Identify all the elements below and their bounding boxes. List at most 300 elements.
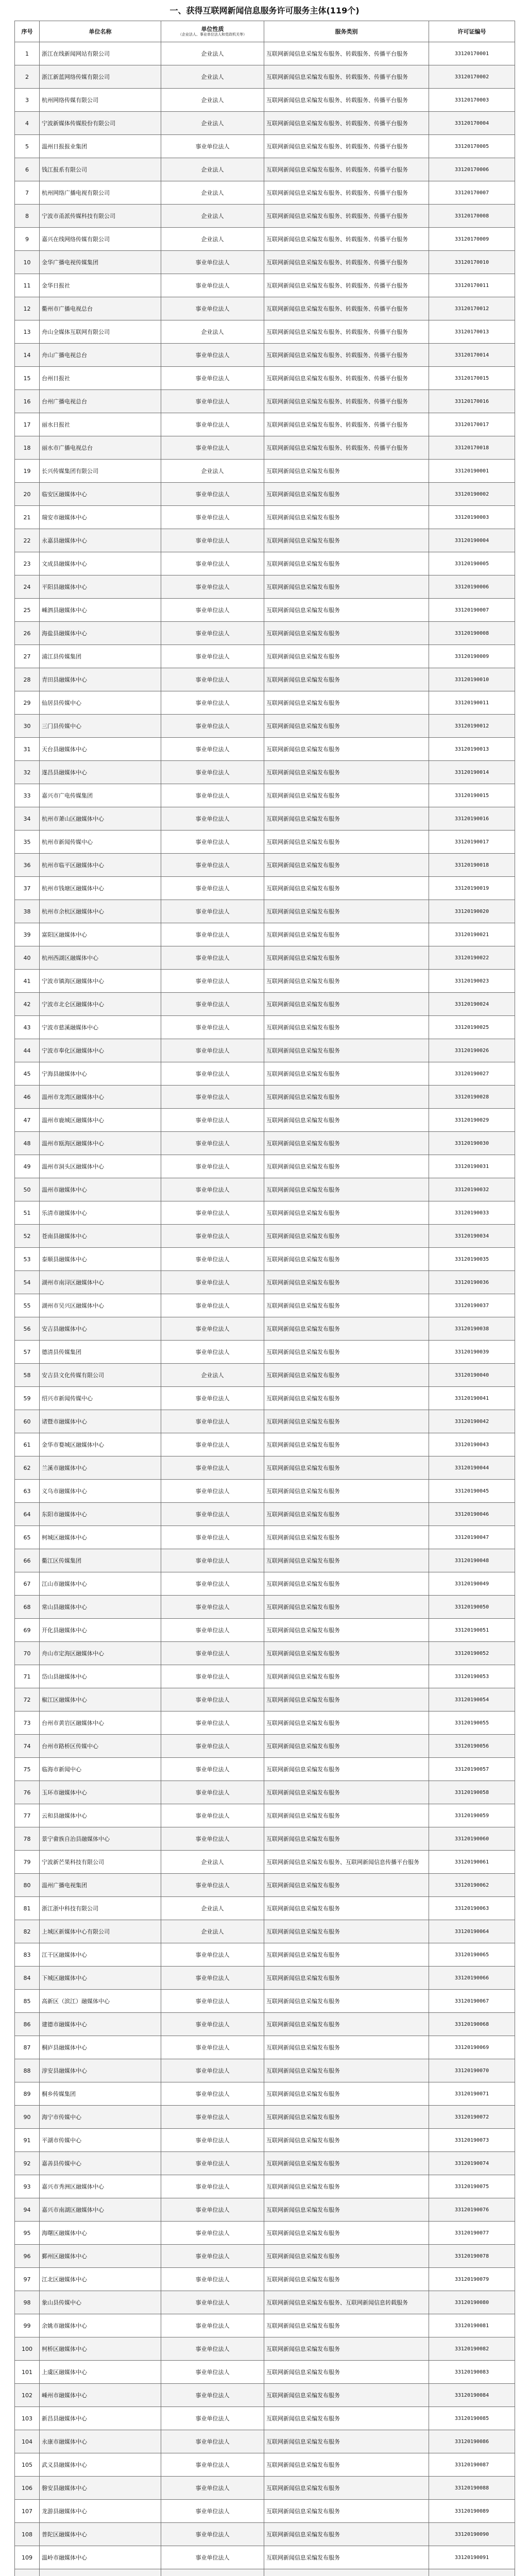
cell-license: 33120190059 bbox=[429, 1804, 515, 1827]
cell-nature: 事业单位法人 bbox=[161, 1132, 264, 1155]
cell-name: 台州市路桥区传媒中心 bbox=[40, 1735, 161, 1758]
cell-license: 33120170006 bbox=[429, 158, 515, 181]
cell-no: 92 bbox=[15, 2152, 40, 2175]
cell-service: 互联网新闻信息采编发布服务 bbox=[264, 529, 429, 552]
cell-no: 4 bbox=[15, 112, 40, 135]
table-row bbox=[15, 2500, 515, 2523]
cell-service: 互联网新闻信息采编发布服务 bbox=[264, 2268, 429, 2291]
cell-name: 钱江报系有限公司 bbox=[40, 158, 161, 181]
table-row bbox=[15, 1294, 515, 1317]
cell-name: 杭州西湖区融媒体中心 bbox=[40, 946, 161, 970]
cell-name: 仙居县传媒中心 bbox=[40, 691, 161, 715]
cell-nature: 事业单位法人 bbox=[161, 1039, 264, 1062]
table-row bbox=[15, 2106, 515, 2129]
cell-license: 33120190048 bbox=[429, 1549, 515, 1572]
cell-no: 77 bbox=[15, 1804, 40, 1827]
cell-name: 温州市鹿城区融媒体中心 bbox=[40, 1109, 161, 1132]
cell-name: 余姚市融媒体中心 bbox=[40, 2314, 161, 2337]
cell-no: 104 bbox=[15, 2430, 40, 2453]
table-row bbox=[15, 344, 515, 367]
cell-name: 杭州市钱塘区融媒体中心 bbox=[40, 877, 161, 900]
cell-service: 互联网新闻信息采编发布服务 bbox=[264, 622, 429, 645]
cell-name: 宁波市镇海区融媒体中心 bbox=[40, 970, 161, 993]
cell-license: 33120170009 bbox=[429, 228, 515, 251]
cell-license: 33120190030 bbox=[429, 1132, 515, 1155]
cell-name: 温州市瓯海区融媒体中心 bbox=[40, 1132, 161, 1155]
cell-name: 瑞安市融媒体中心 bbox=[40, 506, 161, 529]
table-row bbox=[15, 1526, 515, 1549]
cell-name: 温州市洞头区融媒体中心 bbox=[40, 1155, 161, 1178]
table-row bbox=[15, 1827, 515, 1851]
cell-no: 24 bbox=[15, 575, 40, 599]
table-row bbox=[15, 668, 515, 691]
cell-no: 100 bbox=[15, 2337, 40, 2361]
cell-license: 33120190051 bbox=[429, 1619, 515, 1642]
cell-no: 8 bbox=[15, 205, 40, 228]
cell-nature: 事业单位法人 bbox=[161, 1480, 264, 1503]
cell-name: 临海市新闻中心 bbox=[40, 1758, 161, 1781]
cell-license: 33120190014 bbox=[429, 761, 515, 784]
cell-nature: 事业单位法人 bbox=[161, 1294, 264, 1317]
table-row bbox=[15, 181, 515, 205]
cell-license: 33120170015 bbox=[429, 367, 515, 390]
cell-nature: 事业单位法人 bbox=[161, 344, 264, 367]
cell-name: 嘉善县传媒中心 bbox=[40, 2152, 161, 2175]
cell-nature: 事业单位法人 bbox=[161, 529, 264, 552]
cell-no: 31 bbox=[15, 738, 40, 761]
cell-name: 嘉兴市广电传媒集团 bbox=[40, 784, 161, 807]
table-row bbox=[15, 807, 515, 831]
cell-name: 苍南县融媒体中心 bbox=[40, 1225, 161, 1248]
table-row bbox=[15, 2477, 515, 2500]
cell-name: 泰顺县融媒体中心 bbox=[40, 1248, 161, 1271]
page-title: 一、获得互联网新闻信息服务许可服务主体(119个) bbox=[169, 6, 360, 15]
cell-service: 互联网新闻信息采编发布服务 bbox=[264, 1039, 429, 1062]
table-row bbox=[15, 65, 515, 89]
cell-service: 互联网新闻信息采编发布服务 bbox=[264, 877, 429, 900]
cell-license: 33120170003 bbox=[429, 89, 515, 112]
cell-license: 33120190056 bbox=[429, 1735, 515, 1758]
cell-name: 象山县传媒中心 bbox=[40, 2291, 161, 2314]
table-row bbox=[15, 112, 515, 135]
cell-service: 互联网新闻信息采编发布服务 bbox=[264, 807, 429, 831]
cell-service: 互联网新闻信息采编发布服务、转载服务、传播平台服务 bbox=[264, 112, 429, 135]
cell-no: 106 bbox=[15, 2477, 40, 2500]
cell-name: 浦江县传媒集团 bbox=[40, 645, 161, 668]
cell-service: 互联网新闻信息采编发布服务 bbox=[264, 1433, 429, 1456]
cell-service: 互联网新闻信息采编发布服务 bbox=[264, 2314, 429, 2337]
cell-license: 33120190013 bbox=[429, 738, 515, 761]
table-row bbox=[15, 2082, 515, 2106]
cell-name: 柯城区融媒体中心 bbox=[40, 1526, 161, 1549]
cell-nature: 事业单位法人 bbox=[161, 1665, 264, 1688]
cell-license: 33120170012 bbox=[429, 297, 515, 320]
cell-license: 33120190049 bbox=[429, 1572, 515, 1596]
cell-service: 互联网新闻信息采编发布服务 bbox=[264, 1317, 429, 1341]
cell-license: 33120190083 bbox=[429, 2361, 515, 2384]
table-row bbox=[15, 251, 515, 274]
cell-service: 互联网新闻信息采编发布服务 bbox=[264, 2500, 429, 2523]
cell-license: 33120190067 bbox=[429, 1990, 515, 2013]
cell-no: 5 bbox=[15, 135, 40, 158]
table-row bbox=[15, 1688, 515, 1711]
cell-name: 杭州市余杭区融媒体中心 bbox=[40, 900, 161, 923]
cell-license: 33120190032 bbox=[429, 1178, 515, 1201]
cell-service: 互联网新闻信息采编发布服务 bbox=[264, 2036, 429, 2059]
cell-nature: 事业单位法人 bbox=[161, 2477, 264, 2500]
cell-no: 97 bbox=[15, 2268, 40, 2291]
cell-license: 33120190053 bbox=[429, 1665, 515, 1688]
header-nature-label: 单位性质 bbox=[201, 26, 224, 32]
cell-name bbox=[40, 2569, 161, 2576]
table-row bbox=[15, 923, 515, 946]
cell-nature: 事业单位法人 bbox=[161, 552, 264, 575]
cell-license: 33120190062 bbox=[429, 1874, 515, 1897]
cell-service: 互联网新闻信息采编发布服务 bbox=[264, 1572, 429, 1596]
table-row bbox=[15, 2245, 515, 2268]
cell-no: 78 bbox=[15, 1827, 40, 1851]
cell-no: 73 bbox=[15, 1711, 40, 1735]
cell-service: 互联网新闻信息采编发布服务 bbox=[264, 1503, 429, 1526]
cell-service: 互联网新闻信息采编发布服务 bbox=[264, 1735, 429, 1758]
table-row bbox=[15, 2013, 515, 2036]
cell-nature: 企业法人 bbox=[161, 320, 264, 344]
cell-license: 33120170007 bbox=[429, 181, 515, 205]
cell-no: 81 bbox=[15, 1897, 40, 1920]
cell-service: 互联网新闻信息采编发布服务 bbox=[264, 1109, 429, 1132]
cell-license: 33120190076 bbox=[429, 2198, 515, 2222]
cell-nature: 事业单位法人 bbox=[161, 2245, 264, 2268]
cell-license: 33120190038 bbox=[429, 1317, 515, 1341]
cell-license: 33120190091 bbox=[429, 2546, 515, 2569]
cell-service: 互联网新闻信息采编发布服务 bbox=[264, 2546, 429, 2569]
cell-name: 东阳市融媒体中心 bbox=[40, 1503, 161, 1526]
cell-license: 33120170008 bbox=[429, 205, 515, 228]
table-body bbox=[15, 42, 515, 2576]
table-row bbox=[15, 599, 515, 622]
cell-nature: 企业法人 bbox=[161, 228, 264, 251]
cell-name: 舟山广播电视总台 bbox=[40, 344, 161, 367]
cell-service: 互联网新闻信息采编发布服务 bbox=[264, 1665, 429, 1688]
cell-name: 温州市龙湾区融媒体中心 bbox=[40, 1086, 161, 1109]
cell-no: 84 bbox=[15, 1967, 40, 1990]
cell-nature: 事业单位法人 bbox=[161, 1804, 264, 1827]
cell-service: 互联网新闻信息采编发布服务 bbox=[264, 761, 429, 784]
cell-nature: 事业单位法人 bbox=[161, 1271, 264, 1294]
cell-nature: 事业单位法人 bbox=[161, 1711, 264, 1735]
cell-service: 互联网新闻信息采编发布服务 bbox=[264, 2198, 429, 2222]
cell-nature: 事业单位法人 bbox=[161, 483, 264, 506]
cell-name: 湖州市吴兴区融媒体中心 bbox=[40, 1294, 161, 1317]
table-row bbox=[15, 158, 515, 181]
cell-no: 101 bbox=[15, 2361, 40, 2384]
cell-service: 互联网新闻信息采编发布服务、转载服务、传播平台服务 bbox=[264, 390, 429, 413]
cell-nature: 事业单位法人 bbox=[161, 738, 264, 761]
cell-nature: 事业单位法人 bbox=[161, 1178, 264, 1201]
cell-name: 杭州网络广播电视有限公司 bbox=[40, 181, 161, 205]
cell-service: 互联网新闻信息采编发布服务 bbox=[264, 1456, 429, 1480]
cell-license: 33120190082 bbox=[429, 2337, 515, 2361]
table-row bbox=[15, 691, 515, 715]
cell-no: 51 bbox=[15, 1201, 40, 1225]
cell-nature: 事业单位法人 bbox=[161, 367, 264, 390]
cell-license: 33120190064 bbox=[429, 1920, 515, 1943]
cell-no: 9 bbox=[15, 228, 40, 251]
cell-license: 33120190036 bbox=[429, 1271, 515, 1294]
cell-license: 33120190086 bbox=[429, 2430, 515, 2453]
cell-nature: 事业单位法人 bbox=[161, 2013, 264, 2036]
cell-nature: 事业单位法人 bbox=[161, 436, 264, 460]
cell-service: 互联网新闻信息采编发布服务 bbox=[264, 1294, 429, 1317]
cell-no: 34 bbox=[15, 807, 40, 831]
cell-no: 42 bbox=[15, 993, 40, 1016]
table-row bbox=[15, 2430, 515, 2453]
cell-name: 柯桥区融媒体中心 bbox=[40, 2337, 161, 2361]
cell-license: 33120190060 bbox=[429, 1827, 515, 1851]
cell-name: 岱山县融媒体中心 bbox=[40, 1665, 161, 1688]
cell-name: 宁海县融媒体中心 bbox=[40, 1062, 161, 1086]
cell-nature: 事业单位法人 bbox=[161, 2361, 264, 2384]
cell-nature: 事业单位法人 bbox=[161, 1062, 264, 1086]
cell-no: 86 bbox=[15, 2013, 40, 2036]
cell-service: 互联网新闻信息采编发布服务 bbox=[264, 1178, 429, 1201]
cell-name: 舟山全媒体互联网有限公司 bbox=[40, 320, 161, 344]
cell-service: 互联网新闻信息采编发布服务 bbox=[264, 599, 429, 622]
cell-no: 23 bbox=[15, 552, 40, 575]
cell-name: 江干区融媒体中心 bbox=[40, 1943, 161, 1967]
cell-no: 46 bbox=[15, 1086, 40, 1109]
cell-no: 75 bbox=[15, 1758, 40, 1781]
cell-name: 临安区融媒体中心 bbox=[40, 483, 161, 506]
cell-license: 33120190070 bbox=[429, 2059, 515, 2082]
cell-license: 33120190029 bbox=[429, 1109, 515, 1132]
cell-license: 33120190042 bbox=[429, 1410, 515, 1433]
cell-service: 互联网新闻信息采编发布服务 bbox=[264, 831, 429, 854]
cell-license: 33120190069 bbox=[429, 2036, 515, 2059]
cell-service: 互联网新闻信息采编发布服务 bbox=[264, 1619, 429, 1642]
cell-license: 33120190004 bbox=[429, 529, 515, 552]
table-row bbox=[15, 1248, 515, 1271]
cell-no: 61 bbox=[15, 1433, 40, 1456]
cell-no: 1 bbox=[15, 42, 40, 65]
cell-no: 54 bbox=[15, 1271, 40, 1294]
table-row bbox=[15, 1225, 515, 1248]
table-row bbox=[15, 413, 515, 436]
cell-name: 宁波市慈溪融媒体中心 bbox=[40, 1016, 161, 1039]
cell-nature: 事业单位法人 bbox=[161, 1387, 264, 1410]
table-row bbox=[15, 1990, 515, 2013]
cell-license: 33120170005 bbox=[429, 135, 515, 158]
cell-service: 互联网新闻信息采编发布服务 bbox=[264, 2152, 429, 2175]
cell-service: 互联网新闻信息采编发布服务、转载服务、传播平台服务 bbox=[264, 228, 429, 251]
cell-name: 义乌市融媒体中心 bbox=[40, 1480, 161, 1503]
table-row bbox=[15, 1410, 515, 1433]
cell-name: 平湖市传媒中心 bbox=[40, 2129, 161, 2152]
cell-no: 99 bbox=[15, 2314, 40, 2337]
cell-name: 海盐县融媒体中心 bbox=[40, 622, 161, 645]
cell-no: 50 bbox=[15, 1178, 40, 1201]
cell-name: 宁波市北仑区融媒体中心 bbox=[40, 993, 161, 1016]
cell-name: 上虞区融媒体中心 bbox=[40, 2361, 161, 2384]
cell-license: 33120190031 bbox=[429, 1155, 515, 1178]
table-row bbox=[15, 297, 515, 320]
cell-name: 永嘉县融媒体中心 bbox=[40, 529, 161, 552]
cell-nature: 企业法人 bbox=[161, 42, 264, 65]
cell-service: 互联网新闻信息采编发布服务 bbox=[264, 2129, 429, 2152]
cell-no: 11 bbox=[15, 274, 40, 297]
cell-no: 103 bbox=[15, 2407, 40, 2430]
cell-license: 33120190022 bbox=[429, 946, 515, 970]
cell-nature: 事业单位法人 bbox=[161, 2314, 264, 2337]
cell-no: 80 bbox=[15, 1874, 40, 1897]
cell-license: 33120170014 bbox=[429, 344, 515, 367]
cell-no: 87 bbox=[15, 2036, 40, 2059]
header-nature-note: （企业法人、事业单位法人和党政机关等） bbox=[178, 32, 247, 37]
cell-no: 47 bbox=[15, 1109, 40, 1132]
cell-name: 普陀区融媒体中心 bbox=[40, 2523, 161, 2546]
cell-license: 33120190057 bbox=[429, 1758, 515, 1781]
table-row bbox=[15, 2129, 515, 2152]
cell-license: 33120170001 bbox=[429, 42, 515, 65]
cell-name: 玉环市融媒体中心 bbox=[40, 1781, 161, 1804]
cell-license: 33120190075 bbox=[429, 2175, 515, 2198]
cell-license: 33120190001 bbox=[429, 460, 515, 483]
cell-name: 青田县融媒体中心 bbox=[40, 668, 161, 691]
table-row bbox=[15, 1086, 515, 1109]
cell-name: 杭州网络传媒有限公司 bbox=[40, 89, 161, 112]
cell-service: 互联网新闻信息采编发布服务 bbox=[264, 1920, 429, 1943]
table-row bbox=[15, 1758, 515, 1781]
cell-service: 互联网新闻信息采编发布服务 bbox=[264, 645, 429, 668]
cell-nature: 事业单位法人 bbox=[161, 2222, 264, 2245]
cell-service: 互联网新闻信息采编发布服务 bbox=[264, 691, 429, 715]
cell-license: 33120190084 bbox=[429, 2384, 515, 2407]
cell-license: 33120190047 bbox=[429, 1526, 515, 1549]
cell-no: 48 bbox=[15, 1132, 40, 1155]
cell-name: 椒江区融媒体中心 bbox=[40, 1688, 161, 1711]
cell-name: 嵊州市融媒体中心 bbox=[40, 2384, 161, 2407]
cell-service: 互联网新闻信息采编发布服务 bbox=[264, 715, 429, 738]
cell-name: 温州日报报业集团 bbox=[40, 135, 161, 158]
cell-nature: 事业单位法人 bbox=[161, 900, 264, 923]
cell-name: 景宁畲族自治县融媒体中心 bbox=[40, 1827, 161, 1851]
cell-service: 互联网新闻信息采编发布服务 bbox=[264, 1711, 429, 1735]
cell-no: 60 bbox=[15, 1410, 40, 1433]
cell-nature: 事业单位法人 bbox=[161, 2152, 264, 2175]
table-row bbox=[15, 1271, 515, 1294]
cell-nature: 事业单位法人 bbox=[161, 2430, 264, 2453]
table-row bbox=[15, 575, 515, 599]
table-row bbox=[15, 2314, 515, 2337]
cell-license: 33120190034 bbox=[429, 1225, 515, 1248]
cell-nature: 事业单位法人 bbox=[161, 1526, 264, 1549]
cell-no: 25 bbox=[15, 599, 40, 622]
cell-service: 互联网新闻信息采编发布服务 bbox=[264, 668, 429, 691]
cell-license: 33120190055 bbox=[429, 1711, 515, 1735]
table-row bbox=[15, 483, 515, 506]
cell-license: 33120190090 bbox=[429, 2523, 515, 2546]
table-row bbox=[15, 228, 515, 251]
cell-no: 95 bbox=[15, 2222, 40, 2245]
cell-nature: 事业单位法人 bbox=[161, 2129, 264, 2152]
cell-license: 33120190018 bbox=[429, 854, 515, 877]
table-row bbox=[15, 1596, 515, 1619]
cell-license: 33120190074 bbox=[429, 2152, 515, 2175]
table-row bbox=[15, 2036, 515, 2059]
cell-no: 33 bbox=[15, 784, 40, 807]
cell-license: 33120190019 bbox=[429, 877, 515, 900]
cell-name: 遂昌县融媒体中心 bbox=[40, 761, 161, 784]
cell-nature: 事业单位法人 bbox=[161, 2059, 264, 2082]
table-row bbox=[15, 2384, 515, 2407]
cell-nature: 事业单位法人 bbox=[161, 390, 264, 413]
cell-service: 互联网新闻信息采编发布服务 bbox=[264, 575, 429, 599]
cell-no: 17 bbox=[15, 413, 40, 436]
cell-service: 互联网新闻信息采编发布服务 bbox=[264, 1526, 429, 1549]
cell-license: 33120190003 bbox=[429, 506, 515, 529]
cell-service: 互联网新闻信息采编发布服务 bbox=[264, 2013, 429, 2036]
cell-service: 互联网新闻信息采编发布服务、转载服务、传播平台服务 bbox=[264, 251, 429, 274]
cell-name: 浙江新蓝网络传媒有限公司 bbox=[40, 65, 161, 89]
table-row bbox=[15, 2546, 515, 2569]
cell-no: 98 bbox=[15, 2291, 40, 2314]
cell-name: 湖州市南浔区融媒体中心 bbox=[40, 1271, 161, 1294]
table-row bbox=[15, 1735, 515, 1758]
table-row bbox=[15, 1480, 515, 1503]
header-service: 服务类别 bbox=[264, 21, 429, 42]
cell-service: 互联网新闻信息采编发布服务 bbox=[264, 2337, 429, 2361]
table-row bbox=[15, 529, 515, 552]
cell-no: 105 bbox=[15, 2453, 40, 2477]
cell-nature: 事业单位法人 bbox=[161, 1549, 264, 1572]
cell-name: 丽水市广播电视总台 bbox=[40, 436, 161, 460]
cell-service: 互联网新闻信息采编发布服务、转载服务、传播平台服务 bbox=[264, 181, 429, 205]
cell-name: 鄞州区融媒体中心 bbox=[40, 2245, 161, 2268]
cell-service: 互联网新闻信息采编发布服务 bbox=[264, 506, 429, 529]
cell-nature: 事业单位法人 bbox=[161, 2036, 264, 2059]
table-row bbox=[15, 42, 515, 65]
cell-nature: 事业单位法人 bbox=[161, 2337, 264, 2361]
cell-name: 富阳区融媒体中心 bbox=[40, 923, 161, 946]
cell-license: 33120190058 bbox=[429, 1781, 515, 1804]
table-row bbox=[15, 877, 515, 900]
cell-no: 109 bbox=[15, 2546, 40, 2569]
table-row bbox=[15, 1665, 515, 1688]
cell-nature: 事业单位法人 bbox=[161, 1201, 264, 1225]
table-row bbox=[15, 1967, 515, 1990]
cell-service: 互联网新闻信息采编发布服务 bbox=[264, 900, 429, 923]
cell-nature: 企业法人 bbox=[161, 1364, 264, 1387]
cell-license: 33120170018 bbox=[429, 436, 515, 460]
cell-license: 33120170010 bbox=[429, 251, 515, 274]
cell-service: 互联网新闻信息采编发布服务 bbox=[264, 2384, 429, 2407]
cell-nature: 事业单位法人 bbox=[161, 831, 264, 854]
cell-name: 武义县融媒体中心 bbox=[40, 2453, 161, 2477]
cell-license: 33120190081 bbox=[429, 2314, 515, 2337]
table-row bbox=[15, 1804, 515, 1827]
cell-name: 温州市融媒体中心 bbox=[40, 1178, 161, 1201]
cell-service: 互联网新闻信息采编发布服务、转载服务、传播平台服务 bbox=[264, 413, 429, 436]
cell-no: 63 bbox=[15, 1480, 40, 1503]
table-row bbox=[15, 738, 515, 761]
cell-name: 桐乡传媒集团 bbox=[40, 2082, 161, 2106]
cell-name: 龙游县融媒体中心 bbox=[40, 2500, 161, 2523]
cell-license: 33120190010 bbox=[429, 668, 515, 691]
cell-nature: 事业单位法人 bbox=[161, 1410, 264, 1433]
cell-license: 33120190072 bbox=[429, 2106, 515, 2129]
cell-nature: 事业单位法人 bbox=[161, 1967, 264, 1990]
cell-no: 32 bbox=[15, 761, 40, 784]
